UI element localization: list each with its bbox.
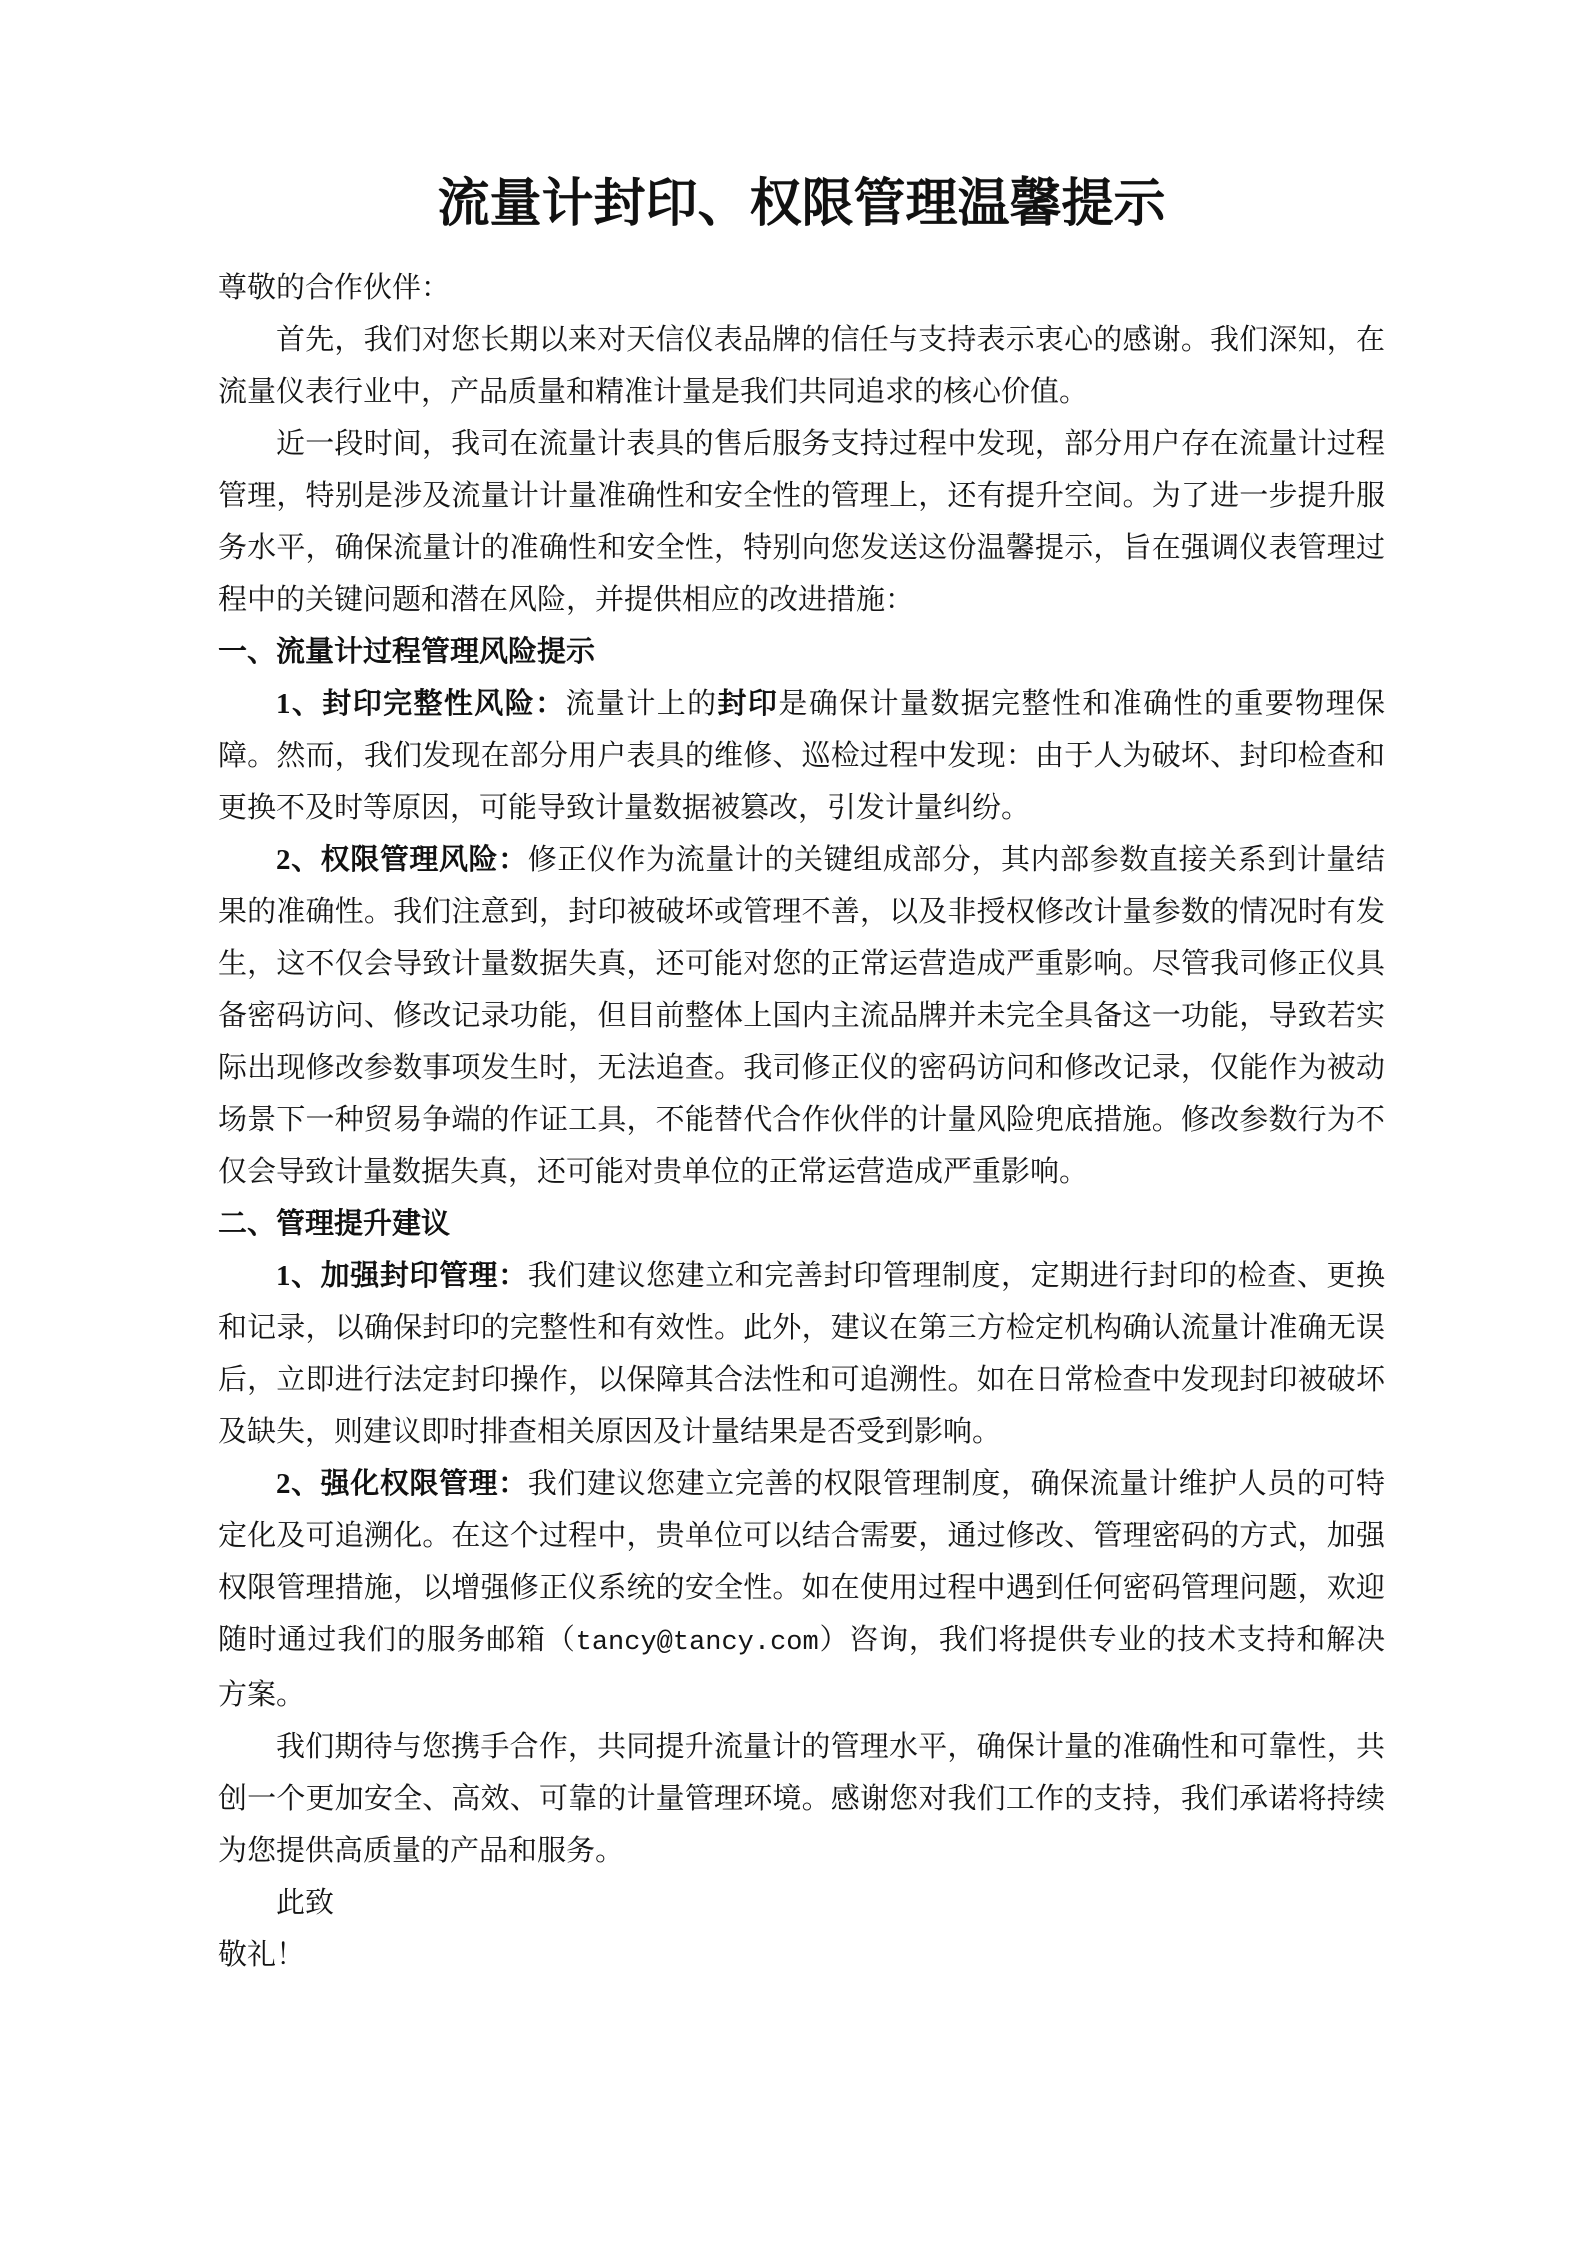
section1-item1-text-rest: 是确保计量数据完整性和准确性的重要物理保障。然而，我们发现在部分用户表具的维修、巡检过程中发现：由于人为破坏、封印检查和更换不及时等原因，可能导致计量数据被篡改，引发计量纠纷。: [218, 688, 1385, 824]
section2-item1-paragraph: [218, 1250, 1385, 1458]
closing-paragraph: 我们期待与您携手合作，共同提升流量计的管理水平，确保计量的准确性和可靠性，共创一个更加安全、高效、可靠的计量管理环境。感谢您对我们工作的支持，我们承诺将持续为您提供高质量的产品和服务。: [218, 1731, 1385, 1867]
section2-heading: 二、管理提升建议: [218, 1208, 451, 1240]
sign-off-salute: 敬礼！: [218, 1939, 306, 1971]
service-email: tancy@tancy.com: [575, 1628, 819, 1658]
section1-item1-paragraph: [218, 678, 1385, 834]
sign-off-respectfully: 此致: [276, 1887, 335, 1919]
intro-paragraph-1: 首先，我们对您长期以来对天信仪表品牌的信任与支持表示衷心的感谢。我们深知，在流量仪表行业中，产品质量和精准计量是我们共同追求的核心价值。: [218, 324, 1385, 408]
section1-item1-text-before: 流量计上的: [565, 688, 718, 720]
section2-item1-lead: 1、加强封印管理：: [276, 1260, 528, 1292]
intro-paragraph-2: 近一段时间，我司在流量计表具的售后服务支持过程中发现，部分用户存在流量计过程管理，特别是涉及流量计计量准确性和安全性的管理上，还有提升空间。为了进一步提升服务水平，确保流量计的准确性和安全性，特别向您发送这份温馨提示，旨在强调仪表管理过程中的关键问题和潜在风险，并提供相应的改进措施：: [218, 428, 1385, 616]
section2-item2-lead: 2、强化权限管理：: [276, 1468, 528, 1500]
section2-item2-text-before: 我们建议您建立完善的权限管理制度，确保流量计维护人员的可特定化及可追溯化。在这个过程中，贵单位可以结合需要，通过修改、管理密码的方式，加强权限管理措施，以增强修正仪系统的安全性。如在使用过程中遇到任何密码管理问题，欢迎随时通过我们的服务邮箱（: [218, 1468, 1385, 1656]
section2-item2-paragraph: [218, 1458, 1385, 1721]
section1-item2-paragraph: [218, 834, 1385, 1198]
section1-item1-lead: 1、封印完整性风险：: [276, 688, 566, 720]
section1-item2-text: 修正仪作为流量计的关键组成部分，其内部参数直接关系到计量结果的准确性。我们注意到，封印被破坏或管理不善，以及非授权修改计量参数的情况时有发生，这不仅会导致计量数据失真，还可能对您的正常运营造成严重影响。尽管我司修正仪具备密码访问、修改记录功能，但目前整体上国内主流品牌并未完全具备这一功能，导致若实际出现修改参数事项发生时，无法追查。我司修正仪的密码访问和修改记录，仅能作为被动场景下一种贸易争端的作证工具，不能替代合作伙伴的计量风险兜底措施。修改参数行为不仅会导致计量数据失真，还可能对贵单位的正常运营造成严重影响。: [218, 844, 1385, 1188]
section2-item1-text: 我们建议您建立和完善封印管理制度，定期进行封印的检查、更换和记录，以确保封印的完整性和有效性。此外，建议在第三方检定机构确认流量计准确无误后，立即进行法定封印操作，以保障其合法性和可追溯性。如在日常检查中发现封印被破坏及缺失，则建议即时排查相关原因及计量结果是否受到影响。: [218, 1260, 1385, 1448]
section1-item2-lead: 2、权限管理风险：: [276, 844, 528, 876]
seal-term-bold: 封印: [717, 688, 779, 720]
document-title: 流量计封印、权限管理温馨提示: [437, 175, 1166, 233]
salutation: 尊敬的合作伙伴：: [218, 272, 451, 304]
section1-heading: 一、流量计过程管理风险提示: [218, 636, 596, 668]
section2-item2-text-after: ）咨询，我们将提供专业的技术支持和解决方案。: [218, 1624, 1385, 1711]
